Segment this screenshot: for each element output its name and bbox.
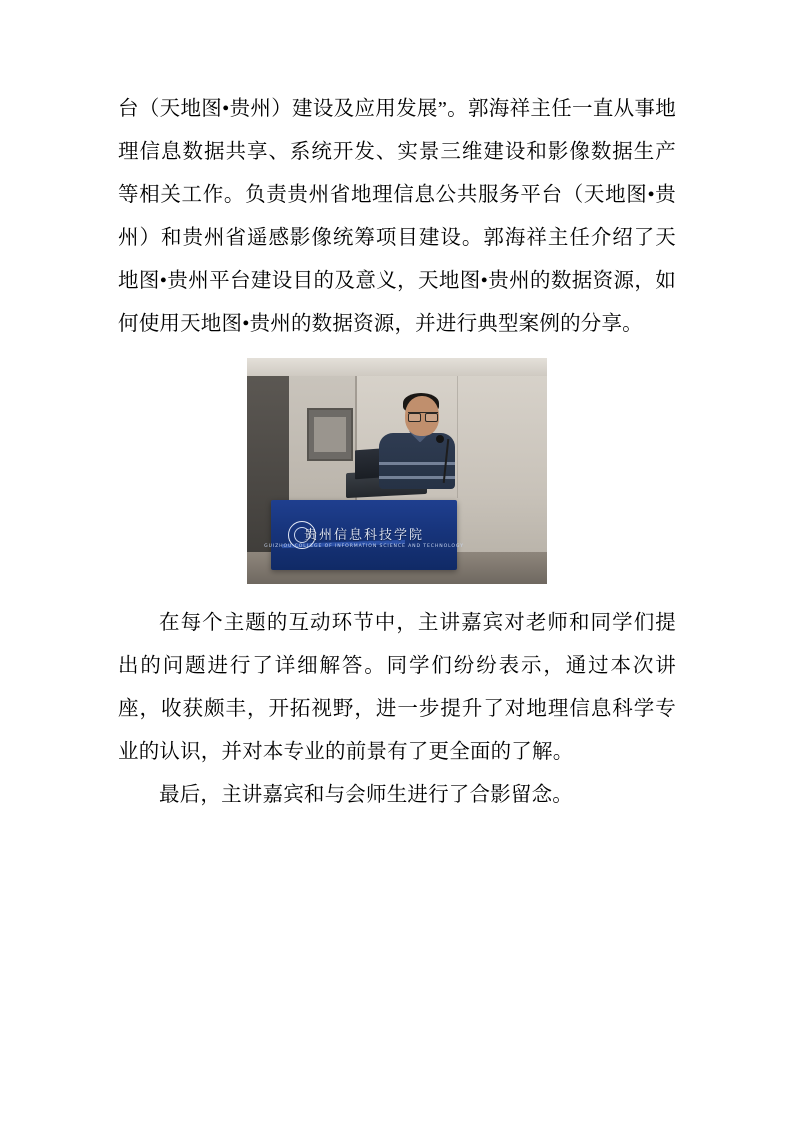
podium-institution-name-english: GUIZHOU COLLEGE OF INFORMATION SCIENCE AND TECHNOLOGY [264,543,464,549]
photo-ceiling [247,358,547,376]
photo-podium [264,500,464,570]
photo-image [247,358,547,584]
paragraph-3: 最后，主讲嘉宾和与会师生进行了合影留念。 [159,784,573,806]
podium-institution-name: 贵州信息科技学院 [303,528,425,544]
page-content [118,88,676,817]
photo-microphone-head [436,435,444,443]
photo-speaker-glasses [408,412,438,421]
photo-wall-seam-secondary [457,358,458,498]
paragraph-1: 台（天地图•贵州）建设及应用发展”。郭海祥主任一直从事地理信息数据共享、系统开发、实景三维建设和影像数据生产等相关工作。负责贵州省地理信息公共服务平台（天地图•贵州）和贵州省遥感影像统筹项目建设。郭海祥主任介绍了天地图•贵州平台建设目的及意义，天地图•贵州的数据资源，如何使用天地图•贵州的数据资源，并进行典型案例的分享。 [118,98,676,335]
figure-lecture-photo [118,358,676,584]
photo-wall-display [307,408,353,462]
paragraph-2: 在每个主题的互动环节中，主讲嘉宾对老师和同学们提出的问题进行了详细解答。同学们纷纷表示，通过本次讲座，收获颇丰，开拓视野，进一步提升了对地理信息科学专业的认识，并对本专业的前景有了更全面的了解。 [118,612,676,763]
